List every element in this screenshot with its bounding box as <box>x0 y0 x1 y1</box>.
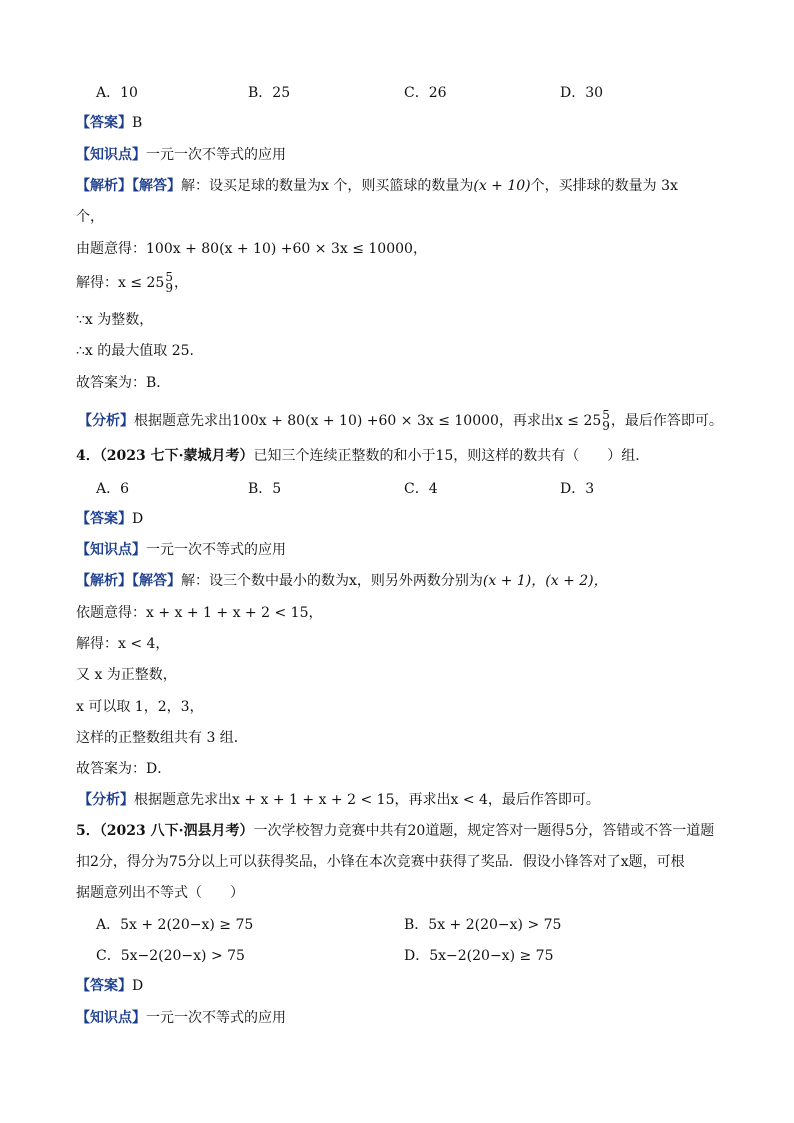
analysis-text: 依题意得： <box>76 605 146 621</box>
q5-option-d: D．5x−2(20−x) ≥ 75 <box>404 948 554 964</box>
fenxi-tag: 【分析】 <box>78 792 134 808</box>
analysis-text: 又 x 为正整数， <box>76 667 177 683</box>
answer-tag: 【答案】 <box>76 978 132 994</box>
fraction-denominator: 9 <box>602 419 610 433</box>
math-expression: x ≤ 25 <box>118 275 165 291</box>
analysis-tag: 【解析】【解答】 <box>76 178 181 194</box>
q4-answer <box>76 509 143 529</box>
math-expression: (x + 10) <box>473 178 531 194</box>
q3-analysis-line-2 <box>76 207 104 227</box>
analysis-text: ， <box>173 275 188 291</box>
q4-analysis-line-7 <box>76 759 171 779</box>
q5-stem-line-3 <box>76 883 244 903</box>
q4-option-c: C．4 <box>404 481 438 497</box>
analysis-text: 这样的正整数组共有 3 组． <box>76 730 248 746</box>
math-expression: x + x + 1 + x + 2 < 15 <box>232 792 395 808</box>
q4-stem <box>76 446 649 466</box>
answer-value: D <box>132 978 144 994</box>
math-expression: x + x + 1 + x + 2 < 15， <box>146 605 323 621</box>
kp-tag: 【知识点】 <box>76 1010 146 1026</box>
q3-fenxi <box>78 408 723 433</box>
fenxi-text: ，再求出 <box>394 792 451 808</box>
analysis-tag: 【解析】【解答】 <box>76 573 181 589</box>
math-expression: x < 4 <box>450 792 488 808</box>
q3-analysis-line-5 <box>76 310 153 330</box>
math-expression: x < 4， <box>118 636 170 652</box>
q4-knowledge-point <box>76 540 286 560</box>
fenxi-tag: 【分析】 <box>78 413 134 429</box>
q5-option-a: A．5x + 2(20−x) ≥ 75 <box>96 917 254 933</box>
math-expression: (x + 1)，(x + 2)， <box>482 573 608 589</box>
q3-analysis-line-1 <box>76 176 678 196</box>
kp-tag: 【知识点】 <box>76 147 146 163</box>
analysis-text: ∵x 为整数， <box>76 312 154 328</box>
question-source: （2023 八下·泗县月考） <box>99 823 254 839</box>
math-expression: 100x + 80(x + 10) +60 × 3x ≤ 10000 <box>232 413 499 429</box>
q4-fenxi <box>78 790 600 810</box>
q3-knowledge-point <box>76 145 286 165</box>
math-expression: x ≤ 25 <box>554 413 602 429</box>
question-number: 5． <box>76 823 100 839</box>
answer-tag: 【答案】 <box>76 115 132 131</box>
question-number: 4． <box>76 448 100 464</box>
q4-option-a: A．6 <box>96 481 130 497</box>
analysis-text: ， <box>412 241 427 257</box>
q4-option-b: B．5 <box>248 481 282 497</box>
analysis-text: 个， <box>76 209 104 225</box>
q4-option-d: D．3 <box>560 481 595 497</box>
analysis-text: 解：设三个数中最小的数为x，则另外两数分别为 <box>181 573 483 589</box>
fraction-numerator: 5 <box>602 408 610 422</box>
q5-answer <box>76 976 143 996</box>
question-stem: 已知三个连续正整数的和小于15，则这样的数共有（ ）组． <box>253 448 650 464</box>
answer-value: B <box>132 115 143 131</box>
q5-stem-line-1 <box>76 821 714 841</box>
analysis-text: x 可以取 1，2，3， <box>76 699 204 715</box>
q5-stem-line-2 <box>76 852 685 872</box>
q4-analysis-line-5 <box>76 697 204 717</box>
analysis-text: 故答案为：B． <box>76 375 171 391</box>
answer-value: D <box>132 511 144 527</box>
kp-tag: 【知识点】 <box>76 542 146 558</box>
q5-knowledge-point <box>76 1008 286 1028</box>
q3-analysis-line-3 <box>76 239 427 259</box>
q3-analysis-line-7 <box>76 373 170 393</box>
kp-value: 一元一次不等式的应用 <box>146 542 286 558</box>
q3-option-b: B．25 <box>248 85 291 101</box>
analysis-text: 故答案为：D． <box>76 761 172 777</box>
q3-analysis-line-6 <box>76 341 204 361</box>
analysis-text: 解得： <box>76 275 118 291</box>
answer-tag: 【答案】 <box>76 511 132 527</box>
q4-analysis-line-3 <box>76 634 169 654</box>
q3-answer <box>76 113 142 133</box>
fraction <box>602 410 610 432</box>
math-expression: 100x + 80(x + 10) +60 × 3x ≤ 10000 <box>146 241 413 257</box>
question-stem: 据题意列出不等式（ ） <box>76 885 244 901</box>
analysis-text: ∴x 的最大值取 25． <box>76 343 204 359</box>
question-source: （2023 七下·蒙城月考） <box>99 448 254 464</box>
fenxi-text: ，再求出 <box>498 413 555 429</box>
kp-value: 一元一次不等式的应用 <box>146 147 286 163</box>
q5-option-c: C．5x−2(20−x) > 75 <box>96 948 245 964</box>
question-stem: 扣2分，得分为75分以上可以获得奖品，小锋在本次竞赛中获得了奖品．假设小锋答对了x题，可根 <box>76 854 685 870</box>
fenxi-text: ，最后作答即可。 <box>610 413 723 429</box>
fenxi-text: 根据题意先求出 <box>134 792 232 808</box>
analysis-text: 解：设买足球的数量为x 个，则买篮球的数量为 <box>181 178 474 194</box>
q4-analysis-line-1 <box>76 571 608 591</box>
q4-analysis-line-4 <box>76 665 177 685</box>
q3-option-a: A．10 <box>96 85 138 101</box>
analysis-text: 由题意得： <box>76 241 146 257</box>
q4-analysis-line-6 <box>76 728 248 748</box>
kp-value: 一元一次不等式的应用 <box>146 1010 286 1026</box>
q3-option-d: D．30 <box>560 85 604 101</box>
fraction-numerator: 5 <box>165 270 173 284</box>
analysis-text: 解得： <box>76 636 118 652</box>
analysis-text: 个，买排球的数量为 3x <box>530 178 678 194</box>
q3-analysis-line-4 <box>76 270 188 295</box>
q3-option-c: C．26 <box>404 85 447 101</box>
fenxi-text: ，最后作答即可。 <box>487 792 600 808</box>
fenxi-text: 根据题意先求出 <box>134 413 232 429</box>
fraction-denominator: 9 <box>165 281 173 295</box>
fraction <box>165 272 173 294</box>
q5-option-b: B．5x + 2(20−x) > 75 <box>404 917 562 933</box>
q4-analysis-line-2 <box>76 603 322 623</box>
question-stem: 一次学校智力竞赛中共有20道题，规定答对一题得5分，答错或不答一道题 <box>253 823 715 839</box>
